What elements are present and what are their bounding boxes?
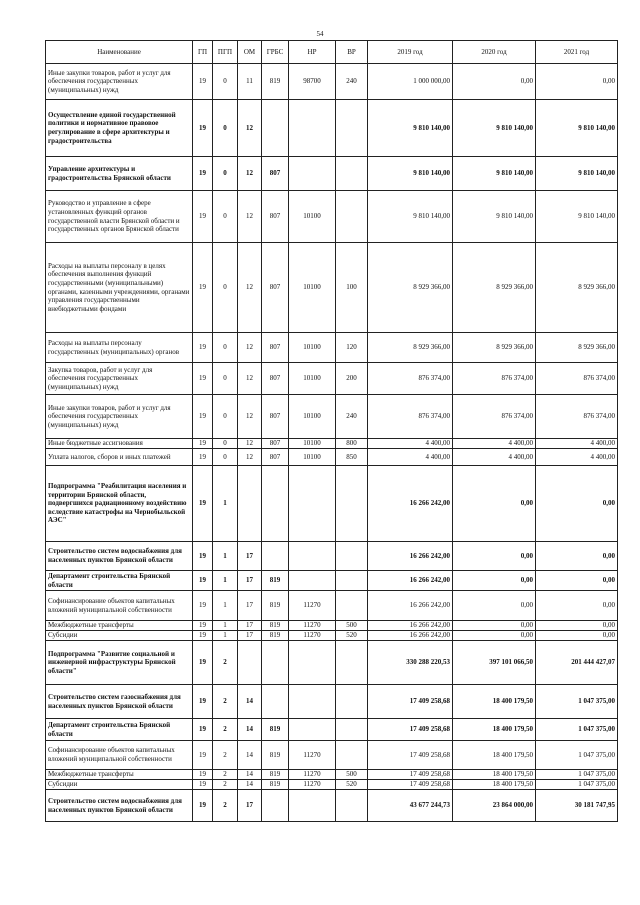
table-row [46,719,618,741]
om-cell: 17 [238,790,262,822]
om-cell: 14 [238,741,262,770]
nr-cell [289,641,336,685]
amount-2019-cell: 876 374,00 [368,363,453,395]
nr-cell [289,685,336,719]
amount-2019-cell: 9 810 140,00 [368,100,453,157]
gp-cell: 19 [193,571,213,591]
om-cell [238,466,262,542]
amount-2020-cell: 8 929 366,00 [453,243,536,333]
amount-2019-cell: 16 266 242,00 [368,542,453,571]
vr-cell: 120 [336,333,368,363]
amount-2020-cell: 9 810 140,00 [453,191,536,243]
amount-2020-cell: 0,00 [453,466,536,542]
gp-cell: 19 [193,770,213,780]
grbs-cell [262,790,289,822]
vr-cell [336,685,368,719]
gp-cell: 19 [193,780,213,790]
grbs-cell: 819 [262,631,289,641]
table-row [46,449,618,466]
amount-2020-cell: 397 101 066,50 [453,641,536,685]
table-row [46,466,618,542]
nr-cell: 11270 [289,621,336,631]
pgp-cell: 2 [213,719,238,741]
amount-2019-cell: 8 929 366,00 [368,333,453,363]
grbs-cell: 819 [262,770,289,780]
budget-table [45,40,618,822]
pgp-cell: 1 [213,542,238,571]
amount-2019-cell: 4 400,00 [368,439,453,449]
pgp-cell: 0 [213,333,238,363]
om-cell: 17 [238,621,262,631]
amount-2019-cell: 43 677 244,73 [368,790,453,822]
row-name-cell: Управление архитектуры и градостроительства Брянской области [46,157,193,191]
table-row [46,439,618,449]
gp-cell: 19 [193,439,213,449]
amount-2021-cell: 1 047 375,00 [536,685,618,719]
grbs-cell [262,685,289,719]
grbs-cell [262,641,289,685]
amount-2019-cell: 9 810 140,00 [368,191,453,243]
table-row [46,64,618,100]
vr-cell [336,741,368,770]
nr-cell: 11270 [289,591,336,621]
amount-2020-cell: 8 929 366,00 [453,333,536,363]
amount-2019-cell: 876 374,00 [368,395,453,439]
amount-2020-cell: 9 810 140,00 [453,100,536,157]
amount-2021-cell: 9 810 140,00 [536,191,618,243]
amount-2019-cell: 17 409 258,68 [368,780,453,790]
pgp-cell: 0 [213,395,238,439]
amount-2021-cell: 9 810 140,00 [536,100,618,157]
vr-cell: 520 [336,631,368,641]
row-name-cell: Строительство систем водоснабжения для населенных пунктов Брянской области [46,542,193,571]
om-cell: 12 [238,363,262,395]
grbs-cell [262,542,289,571]
amount-2019-cell: 16 266 242,00 [368,631,453,641]
vr-cell [336,719,368,741]
table-header-row [46,41,618,64]
header-cell: ОМ [238,41,262,64]
nr-cell: 10100 [289,439,336,449]
header-cell: ВР [336,41,368,64]
amount-2019-cell: 17 409 258,68 [368,685,453,719]
pgp-cell: 0 [213,243,238,333]
vr-cell: 800 [336,439,368,449]
grbs-cell [262,100,289,157]
grbs-cell: 819 [262,621,289,631]
grbs-cell: 807 [262,157,289,191]
amount-2021-cell: 201 444 427,07 [536,641,618,685]
row-name-cell: Межбюджетные трансферты [46,621,193,631]
gp-cell: 19 [193,449,213,466]
amount-2021-cell: 876 374,00 [536,363,618,395]
header-cell: Наименование [46,41,193,64]
pgp-cell: 2 [213,770,238,780]
header-cell: 2019 год [368,41,453,64]
header-cell: ГРБС [262,41,289,64]
amount-2019-cell: 9 810 140,00 [368,157,453,191]
gp-cell: 19 [193,719,213,741]
pgp-cell: 1 [213,621,238,631]
amount-2021-cell: 4 400,00 [536,439,618,449]
vr-cell [336,571,368,591]
amount-2020-cell: 18 400 179,50 [453,719,536,741]
amount-2021-cell: 8 929 366,00 [536,243,618,333]
gp-cell: 19 [193,100,213,157]
grbs-cell: 807 [262,191,289,243]
amount-2019-cell: 16 266 242,00 [368,571,453,591]
vr-cell: 100 [336,243,368,333]
row-name-cell: Строительство систем газоснабжения для населенных пунктов Брянской области [46,685,193,719]
table-row [46,790,618,822]
gp-cell: 19 [193,64,213,100]
table-row [46,741,618,770]
grbs-cell: 819 [262,591,289,621]
amount-2021-cell: 0,00 [536,542,618,571]
nr-cell: 10100 [289,449,336,466]
amount-2019-cell: 4 400,00 [368,449,453,466]
pgp-cell: 1 [213,466,238,542]
grbs-cell: 807 [262,449,289,466]
grbs-cell [262,466,289,542]
row-name-cell: Департамент строительства Брянской области [46,719,193,741]
pgp-cell: 2 [213,741,238,770]
nr-cell: 98700 [289,64,336,100]
vr-cell [336,641,368,685]
amount-2021-cell: 30 181 747,95 [536,790,618,822]
amount-2019-cell: 8 929 366,00 [368,243,453,333]
amount-2021-cell: 0,00 [536,64,618,100]
amount-2019-cell: 16 266 242,00 [368,466,453,542]
amount-2019-cell: 17 409 258,68 [368,719,453,741]
gp-cell: 19 [193,741,213,770]
table-row [46,571,618,591]
amount-2021-cell: 0,00 [536,571,618,591]
om-cell: 12 [238,191,262,243]
vr-cell [336,542,368,571]
vr-cell [336,591,368,621]
row-name-cell: Уплата налогов, сборов и иных платежей [46,449,193,466]
vr-cell: 240 [336,395,368,439]
gp-cell: 19 [193,591,213,621]
nr-cell: 10100 [289,395,336,439]
gp-cell: 19 [193,685,213,719]
amount-2020-cell: 9 810 140,00 [453,157,536,191]
table-row [46,631,618,641]
nr-cell [289,157,336,191]
row-name-cell: Расходы на выплаты персоналу в целях обеспечения выполнения функций государственными (муниципальными) органами, казенными учреждениями, органами управления государственными внебюджетными фондами [46,243,193,333]
grbs-cell: 819 [262,719,289,741]
table-row [46,770,618,780]
vr-cell: 850 [336,449,368,466]
nr-cell: 11270 [289,770,336,780]
grbs-cell: 819 [262,780,289,790]
amount-2020-cell: 0,00 [453,621,536,631]
om-cell: 12 [238,395,262,439]
table-row [46,157,618,191]
header-cell: НР [289,41,336,64]
nr-cell: 10100 [289,243,336,333]
om-cell: 12 [238,449,262,466]
om-cell [238,641,262,685]
amount-2021-cell: 9 810 140,00 [536,157,618,191]
nr-cell: 10100 [289,333,336,363]
row-name-cell: Департамент строительства Брянской области [46,571,193,591]
amount-2020-cell: 18 400 179,50 [453,780,536,790]
row-name-cell: Субсидии [46,780,193,790]
om-cell: 12 [238,100,262,157]
gp-cell: 19 [193,641,213,685]
vr-cell: 520 [336,780,368,790]
amount-2020-cell: 0,00 [453,631,536,641]
amount-2019-cell: 17 409 258,68 [368,770,453,780]
header-cell: 2020 год [453,41,536,64]
grbs-cell: 807 [262,243,289,333]
row-name-cell: Иные бюджетные ассигнования [46,439,193,449]
grbs-cell: 807 [262,439,289,449]
nr-cell: 11270 [289,780,336,790]
gp-cell: 19 [193,542,213,571]
pgp-cell: 2 [213,641,238,685]
gp-cell: 19 [193,333,213,363]
om-cell: 14 [238,719,262,741]
row-name-cell: Строительство систем водоснабжения для населенных пунктов Брянской области [46,790,193,822]
table-row [46,395,618,439]
om-cell: 17 [238,631,262,641]
vr-cell [336,191,368,243]
amount-2020-cell: 18 400 179,50 [453,685,536,719]
gp-cell: 19 [193,243,213,333]
vr-cell: 500 [336,770,368,780]
amount-2021-cell: 1 047 375,00 [536,741,618,770]
nr-cell [289,719,336,741]
nr-cell: 11270 [289,741,336,770]
om-cell: 17 [238,591,262,621]
amount-2021-cell: 0,00 [536,466,618,542]
amount-2019-cell: 1 000 000,00 [368,64,453,100]
amount-2019-cell: 16 266 242,00 [368,591,453,621]
vr-cell [336,790,368,822]
nr-cell [289,542,336,571]
amount-2021-cell: 8 929 366,00 [536,333,618,363]
om-cell: 14 [238,770,262,780]
table-row [46,333,618,363]
nr-cell [289,790,336,822]
om-cell: 14 [238,685,262,719]
vr-cell [336,466,368,542]
om-cell: 12 [238,439,262,449]
row-name-cell: Иные закупки товаров, работ и услуг для обеспечения государственных (муниципальных) нужд [46,395,193,439]
om-cell: 12 [238,333,262,363]
amount-2020-cell: 18 400 179,50 [453,741,536,770]
pgp-cell: 2 [213,790,238,822]
gp-cell: 19 [193,191,213,243]
nr-cell: 10100 [289,191,336,243]
grbs-cell: 819 [262,64,289,100]
pgp-cell: 0 [213,449,238,466]
row-name-cell: Софинансирование объектов капитальных вложений муниципальной собственности [46,741,193,770]
grbs-cell: 807 [262,363,289,395]
vr-cell [336,157,368,191]
gp-cell: 19 [193,363,213,395]
table-row [46,780,618,790]
table-row [46,100,618,157]
amount-2021-cell: 1 047 375,00 [536,719,618,741]
table-row [46,542,618,571]
header-cell: ПГП [213,41,238,64]
amount-2021-cell: 0,00 [536,591,618,621]
amount-2021-cell: 1 047 375,00 [536,770,618,780]
grbs-cell: 819 [262,741,289,770]
table-row [46,685,618,719]
om-cell: 12 [238,157,262,191]
om-cell: 14 [238,780,262,790]
om-cell: 17 [238,542,262,571]
row-name-cell: Расходы на выплаты персоналу государственных (муниципальных) органов [46,333,193,363]
page-number: 54 [316,30,324,38]
nr-cell [289,571,336,591]
grbs-cell: 807 [262,395,289,439]
row-name-cell: Подпрограмма "Реабилитация населения и территории Брянской области, подвергшихся радиационному воздействию вследствие катастрофы на Чернобыльской АЭС" [46,466,193,542]
nr-cell: 11270 [289,631,336,641]
pgp-cell: 1 [213,631,238,641]
pgp-cell: 1 [213,591,238,621]
nr-cell: 10100 [289,363,336,395]
amount-2021-cell: 4 400,00 [536,449,618,466]
table-row [46,363,618,395]
row-name-cell: Руководство и управление в сфере установленных функций органов государственной власти Брянской области и государственных органов Брянской области [46,191,193,243]
pgp-cell: 2 [213,780,238,790]
vr-cell [336,100,368,157]
gp-cell: 19 [193,395,213,439]
amount-2021-cell: 0,00 [536,631,618,641]
amount-2020-cell: 4 400,00 [453,439,536,449]
row-name-cell: Осуществление единой государственной политики и нормативное правовое регулирование в сфере архитектуры и градостроительства [46,100,193,157]
row-name-cell: Межбюджетные трансферты [46,770,193,780]
row-name-cell: Иные закупки товаров, работ и услуг для обеспечения государственных (муниципальных) нужд [46,64,193,100]
row-name-cell: Подпрограмма "Развитие социальной и инженерной инфраструктуры Брянской области" [46,641,193,685]
pgp-cell: 0 [213,363,238,395]
row-name-cell: Софинансирование объектов капитальных вложений муниципальной собственности [46,591,193,621]
gp-cell: 19 [193,621,213,631]
om-cell: 11 [238,64,262,100]
amount-2019-cell: 17 409 258,68 [368,741,453,770]
table-row [46,621,618,631]
amount-2020-cell: 23 864 000,00 [453,790,536,822]
grbs-cell: 807 [262,333,289,363]
pgp-cell: 0 [213,64,238,100]
vr-cell: 500 [336,621,368,631]
nr-cell [289,466,336,542]
table-row [46,243,618,333]
amount-2020-cell: 876 374,00 [453,395,536,439]
amount-2020-cell: 18 400 179,50 [453,770,536,780]
nr-cell [289,100,336,157]
amount-2020-cell: 0,00 [453,591,536,621]
amount-2021-cell: 0,00 [536,621,618,631]
gp-cell: 19 [193,466,213,542]
om-cell: 17 [238,571,262,591]
row-name-cell: Закупка товаров, работ и услуг для обеспечения государственных (муниципальных) нужд [46,363,193,395]
gp-cell: 19 [193,157,213,191]
amount-2020-cell: 0,00 [453,64,536,100]
amount-2020-cell: 876 374,00 [453,363,536,395]
vr-cell: 200 [336,363,368,395]
grbs-cell: 819 [262,571,289,591]
amount-2020-cell: 0,00 [453,571,536,591]
amount-2019-cell: 16 266 242,00 [368,621,453,631]
vr-cell: 240 [336,64,368,100]
pgp-cell: 1 [213,571,238,591]
amount-2020-cell: 4 400,00 [453,449,536,466]
om-cell: 12 [238,243,262,333]
amount-2021-cell: 1 047 375,00 [536,780,618,790]
pgp-cell: 2 [213,685,238,719]
header-cell: 2021 год [536,41,618,64]
pgp-cell: 0 [213,439,238,449]
pgp-cell: 0 [213,191,238,243]
table-row [46,191,618,243]
amount-2020-cell: 0,00 [453,542,536,571]
table-row [46,591,618,621]
amount-2019-cell: 330 288 220,53 [368,641,453,685]
gp-cell: 19 [193,631,213,641]
amount-2021-cell: 876 374,00 [536,395,618,439]
gp-cell: 19 [193,790,213,822]
header-cell: ГП [193,41,213,64]
pgp-cell: 0 [213,157,238,191]
table-row [46,641,618,685]
row-name-cell: Субсидии [46,631,193,641]
pgp-cell: 0 [213,100,238,157]
